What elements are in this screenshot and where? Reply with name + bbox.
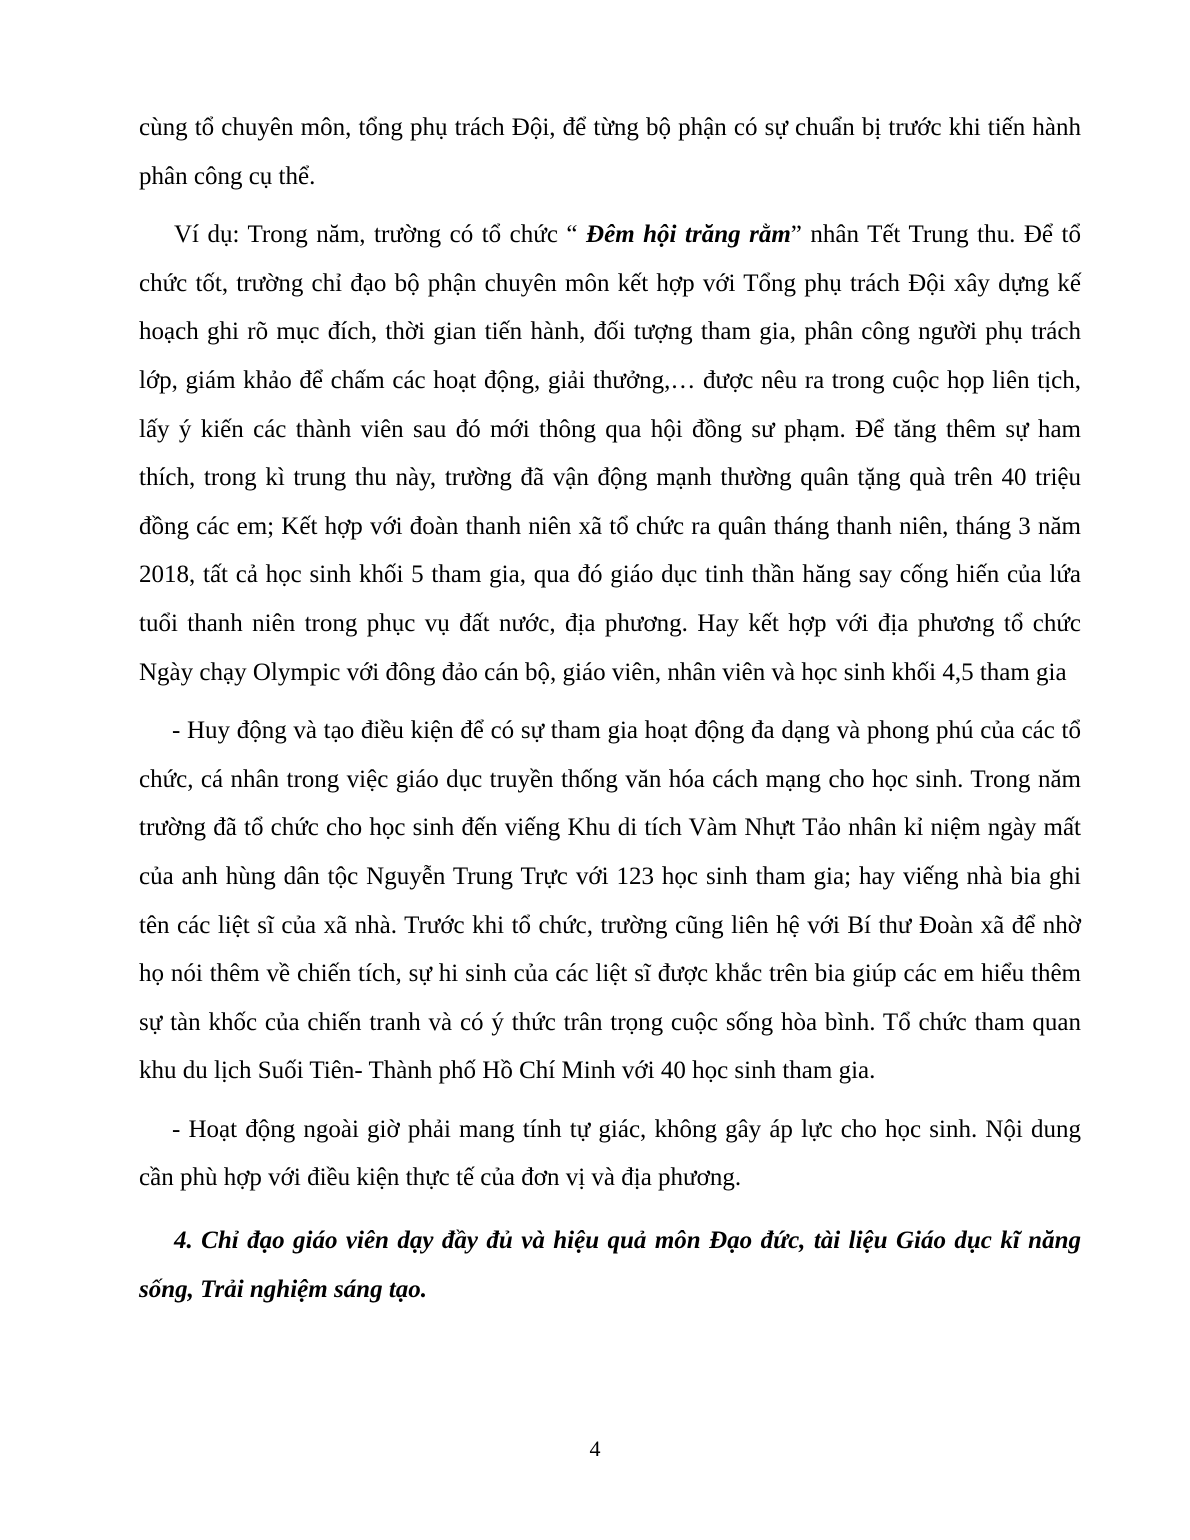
- event-name: Đêm hội trăng rằm: [586, 221, 791, 249]
- example-prefix: Ví dụ: Trong năm, trường có tổ chức “: [174, 221, 587, 249]
- section-heading: 4. Chỉ đạo giáo viên dạy đầy đủ và hiệu quả môn Đạo đức, tài liệu Giáo dục kĩ năng sống, Trải nghiệm sáng tạo.: [139, 1227, 1081, 1303]
- bullet-paragraph-voluntary: - Hoạt động ngoài giờ phải mang tính tự giác, không gây áp lực cho học sinh. Nội dung cần phù hợp với điều kiện thực tế của đơn vị và địa phương.: [139, 1115, 1081, 1192]
- example-paragraph: [139, 211, 1081, 697]
- page-number: 4: [589, 1436, 601, 1461]
- paragraph-continuation: cùng tổ chuyên môn, tổng phụ trách Đội, để từng bộ phận có sự chuẩn bị trước khi tiến hành phân công cụ thể.: [139, 114, 1081, 190]
- document-body: [139, 104, 1081, 1314]
- bullet-paragraph-mobilize: - Huy động và tạo điều kiện để có sự tham gia hoạt động đa dạng và phong phú của các tổ chức, cá nhân trong việc giáo dục truyền thống văn hóa cách mạng cho học sinh. Trong năm trường đã tổ chức cho học sinh đến viếng Khu di tích Vàm Nhựt Tảo nhân kỉ niệm ngày mất của anh hùng dân tộc Nguyễn Trung Trực với 123 học sinh tham gia; hay viếng nhà bia ghi tên các liệt sĩ của xã nhà. Trước khi tổ chức, trường cũng liên hệ với Bí thư Đoàn xã để nhờ họ nói thêm về chiến tích, sự hi sinh của các liệt sĩ được khắc trên bia giúp các em hiểu thêm sự tàn khốc của chiến tranh và có ý thức trân trọng cuộc sống hòa bình. Tổ chức tham quan khu du lịch Suối Tiên- Thành phố Hồ Chí Minh với 40 học sinh tham gia.: [139, 717, 1081, 1085]
- example-suffix: ” nhân Tết Trung thu. Để tổ chức tốt, trường chỉ đạo bộ phận chuyên môn kết hợp với Tổng phụ trách Đội xây dựng kế hoạch ghi rõ mục đích, thời gian tiến hành, đối tượng tham gia, phân công người phụ trách lớp, giám khảo để chấm các hoạt động, giải thưởng,… được nêu ra trong cuộc họp liên tịch, lấy ý kiến các thành viên sau đó mới thông qua hội đồng sư phạm. Để tăng thêm sự ham thích, trong kì trung thu này, trường đã vận động mạnh thường quân tặng quà trên 40 triệu đồng các em; Kết hợp với đoàn thanh niên xã tổ chức ra quân tháng thanh niên, tháng 3 năm 2018, tất cả học sinh khối 5 tham gia, qua đó giáo dục tinh thần hăng say cống hiến của lứa tuổi thanh niên trong phục vụ đất nước, địa phương. Hay kết hợp với địa phương tổ chức Ngày chạy Olympic với đông đảo cán bộ, giáo viên, nhân viên và học sinh khối 4,5 tham gia: [139, 221, 1081, 686]
